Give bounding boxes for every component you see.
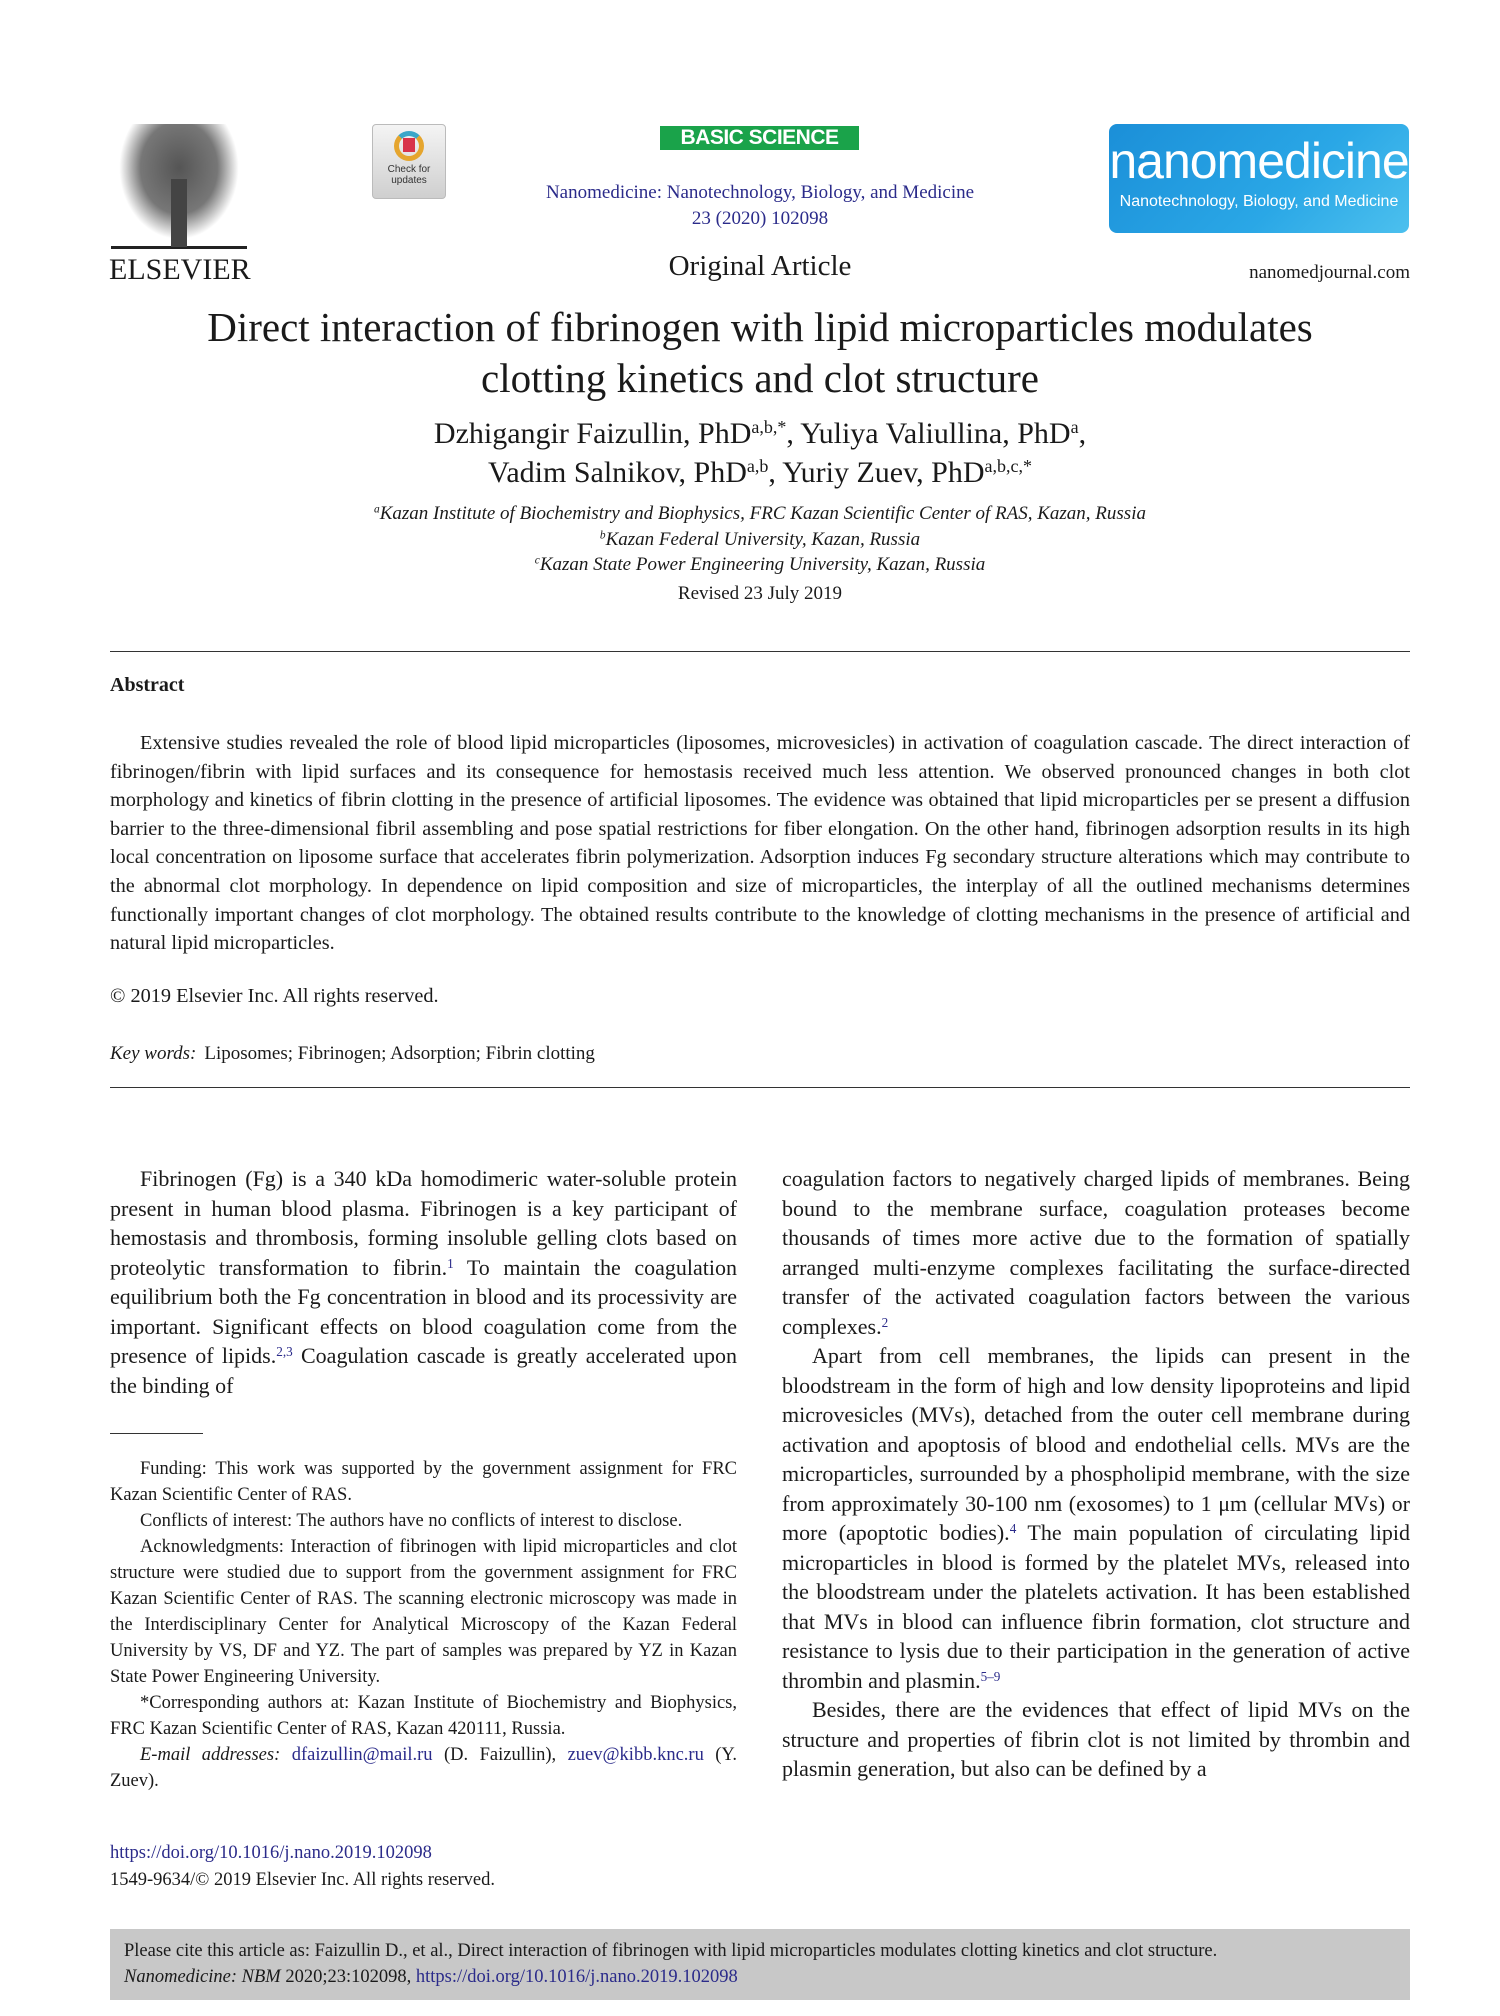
affiliation (110, 552, 1410, 578)
author-sup: a (1070, 417, 1079, 438)
title-line: Direct interaction of fibrinogen with lipid microparticles modulates (207, 304, 1313, 350)
affiliation-text: Kazan State Power Engineering University, Kazan, Russia (539, 554, 986, 575)
title-line: clotting kinetics and clot structure (481, 355, 1039, 401)
footnotes (110, 1456, 737, 1794)
author (782, 456, 1032, 489)
keywords-label: Key words: (110, 1043, 197, 1064)
affiliation (110, 527, 1410, 553)
abstract-heading: Abstract (110, 674, 185, 696)
section-badge: BASIC SCIENCE (660, 126, 859, 150)
citation-journal: Nanomedicine: NBM (124, 1967, 281, 1987)
affiliation-text: Kazan Federal University, Kazan, Russia (605, 528, 921, 550)
paragraph (782, 1695, 1410, 1784)
journal-logo (1109, 124, 1409, 233)
affiliation-text: Kazan Institute of Biochemistry and Biophysics, FRC Kazan Scientific Center of RAS, Kazan, Russia (379, 503, 1146, 524)
revised-date: Revised 23 July 2019 (677, 583, 843, 604)
acknowledgments-note: Acknowledgments: Interaction of fibrinogen with lipid microparticles and clot structure were studied due to support from the government assignment for FRC Kazan Scientific Center of RAS. The scanning electronic microscopy was made in the Interdisciplinary Center for Analytical Microscopy of the Kazan Federal University by VS, DF and YZ. The part of samples was prepared by YZ in Kazan State Power Engineering University. (110, 1537, 737, 1687)
issn: 1549-9634/© 2019 Elsevier Inc. All rights reserved. (110, 1870, 496, 1890)
author-name: Dzhigangir Faizullin, PhD (433, 417, 752, 450)
reference-link[interactable]: 2,3 (276, 1343, 293, 1359)
publisher-name: ELSEVIER (109, 253, 251, 286)
email-link[interactable]: zuev@kibb.knc.ru (567, 1745, 704, 1765)
text: Besides, there are the evidences that effect of lipid MVs on the structure and properties of fibrin clot is not limited by thrombin and plasmin generation, but also can be defined by a (782, 1697, 1410, 1781)
footnote-rule (110, 1433, 203, 1434)
keywords-text: Liposomes; Fibrinogen; Adsorption; Fibrin clotting (204, 1043, 595, 1064)
author (434, 417, 800, 450)
citation-ref: 2020;23:102098, (280, 1967, 416, 1987)
elsevier-logo (109, 124, 249, 284)
journal-issue[interactable]: 23 (2020) 102098 (691, 208, 829, 229)
text: coagulation factors to negatively charged lipids of membranes. Being bound to the membrane surface, coagulation proteases become thousands of times more active due to the formation of spatially arranged multi-enzyme complexes facilitating the surface-directed transfer of the activated coagulation factors between the various complexes. (782, 1166, 1410, 1339)
email-link[interactable]: dfaizullin@mail.ru (291, 1745, 433, 1765)
divider (110, 651, 1410, 652)
email-note (110, 1742, 737, 1794)
citation-text: Please cite this article as: Faizullin D., et al., Direct interaction of fibrinogen with lipid microparticles modulates clotting kinetics and clot structure. (124, 1941, 1218, 1961)
author (800, 417, 1086, 450)
check-updates-label: updates (391, 175, 427, 186)
journal-logo-subtitle: Nanotechnology, Biology, and Medicine (1119, 193, 1399, 210)
body-column-left (110, 1164, 737, 1400)
reference-link[interactable]: 2 (881, 1314, 889, 1330)
reference-link[interactable]: 5–9 (980, 1668, 1001, 1684)
text: Fibrinogen (Fg) is a 340 kDa homodimeric water-soluble protein present in human blood plasma. Fibrinogen is a key participant of hemostasis and thrombosis, forming insoluble gelling clots based on proteolytic transformation to fibrin. (110, 1166, 737, 1280)
affiliation-sup: a (374, 503, 380, 516)
journal-logo-title: nanomedicine (1109, 133, 1409, 189)
text: Coagulation cascade is greatly accelerated upon the binding of (110, 1343, 737, 1398)
email-owner: (D. Faizullin), (432, 1745, 568, 1765)
keywords (110, 1043, 595, 1065)
check-updates-label: Check for (387, 164, 431, 175)
text: To maintain the coagulation equilibrium both the Fg concentration in blood and its processivity are important. Significant effects on blood coagulation come from the presence of lipids. (110, 1254, 738, 1368)
journal-website[interactable]: nanomedjournal.com (1249, 262, 1410, 283)
article-title (110, 302, 1410, 404)
text: Apart from cell membranes, the lipids can present in the bloodstream in the form of high and low density lipoproteins and lipid microvesicles (MVs), detached from the outer cell membrane during activation and apoptosis of blood and endothelial cells. MVs are the microparticles, surrounded by a phospholipid membrane, with the size from approximately 30-100 nm (exosomes) to 1 μm (cellular MVs) or more (apoptotic bodies). (782, 1343, 1410, 1545)
paragraph (782, 1341, 1410, 1695)
author-sup: a,b,c,* (984, 456, 1032, 477)
check-for-updates-button[interactable] (372, 124, 446, 199)
body-column-right (782, 1164, 1410, 1784)
funding-note: Funding: This work was supported by the government assignment for FRC Kazan Scientific Center of RAS. (110, 1459, 737, 1505)
text: The main population of circulating lipid microparticles in blood is formed by the platelet MVs, released into the bloodstream under the platelets activation. It has been established that MVs in blood can influence fibrin formation, clot structure and resistance to lysis due to their participation in the generation of active thrombin and plasmin. (782, 1520, 1410, 1693)
conflicts-note: Conflicts of interest: The authors have no conflicts of interest to disclose. (140, 1511, 683, 1531)
author-name: Yuliya Valiullina, PhD (800, 417, 1071, 450)
affiliation-sup: c (534, 554, 540, 567)
reference-link[interactable]: 1 (447, 1255, 454, 1271)
elsevier-tree-icon (111, 124, 247, 249)
doi-block (110, 1840, 495, 1894)
abstract-copyright: © 2019 Elsevier Inc. All rights reserved. (110, 985, 439, 1007)
affiliations (110, 501, 1410, 578)
crossmark-icon (394, 131, 424, 161)
corresponding-note: *Corresponding authors at: Kazan Institute of Biochemistry and Biophysics, FRC Kazan Scientific Center of RAS, Kazan 420111, Russia. (110, 1693, 737, 1739)
citation-box (110, 1929, 1410, 2000)
doi-link[interactable]: https://doi.org/10.1016/j.nano.2019.102098 (110, 1843, 432, 1863)
author (488, 456, 782, 489)
abstract-text: Extensive studies revealed the role of blood lipid microparticles (liposomes, microvesicles) in activation of coagulation cascade. The direct interaction of fibrinogen/fibrin with lipid surfaces and its consequence for hemostasis received much less attention. We observed pronounced changes in both clot morphology and kinetics of fibrin clotting in the presence of artificial liposomes. The evidence was obtained that lipid microparticles per se present a diffusion barrier to the three-dimensional fibril assembling and pose spatial restrictions for fiber elongation. On the other hand, fibrinogen adsorption results in its high local concentration on liposome surface that accelerates fibrin polymerization. Adsorption induces Fg secondary structure alterations which may contribute to the abnormal clot morphology. In dependence on lipid composition and size of microparticles, the interplay of all the outlined mechanisms determines functionally important changes of clot morphology. The obtained results contribute to the knowledge of clotting mechanisms in the presence of artificial and natural lipid microparticles. (110, 732, 1410, 955)
author-list (110, 414, 1410, 492)
divider (110, 1087, 1410, 1088)
reference-link[interactable]: 4 (1009, 1520, 1017, 1536)
email-owner: (Y. Zuev). (110, 1745, 738, 1791)
author-sup: a,b (746, 456, 769, 477)
author-sep: , (786, 417, 801, 450)
journal-name[interactable]: Nanomedicine: Nanotechnology, Biology, and Medicine (545, 182, 975, 203)
paragraph (782, 1164, 1410, 1341)
journal-citation[interactable] (480, 180, 1040, 232)
author-sep: , (1078, 417, 1087, 450)
article-type: Original Article (668, 250, 852, 282)
author-name: Vadim Salnikov, PhD (488, 456, 747, 489)
affiliation-sup: b (599, 529, 606, 542)
affiliation (110, 501, 1410, 527)
paragraph (110, 1164, 737, 1400)
author-sup: a,b,* (751, 417, 787, 438)
email-label: E-mail addresses: (140, 1745, 281, 1765)
citation-doi-link[interactable]: https://doi.org/10.1016/j.nano.2019.102098 (415, 1967, 738, 1987)
author-name: Yuriy Zuev, PhD (782, 456, 985, 489)
author-sep: , (768, 456, 783, 489)
